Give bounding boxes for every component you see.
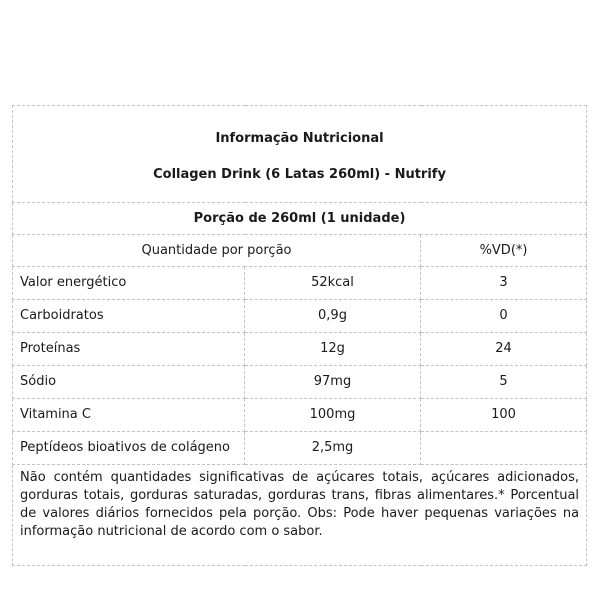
nutrient-name: Vitamina C [13,399,245,432]
table-row [13,300,587,333]
nutrient-amount: 0,9g [245,300,421,333]
nutrition-table [12,105,587,566]
title-cell [13,106,587,203]
nutrient-amount: 100mg [245,399,421,432]
nutrient-amount: 2,5mg [245,432,421,465]
header-vd: %VD(*) [421,235,587,267]
nutrient-vd [421,432,587,465]
table-title: Informação Nutricional [215,131,384,146]
table-row [13,366,587,399]
footnote: Não contém quantidades significativas de açúcares totais, açúcares adicionados, gorduras totais, gorduras saturadas, gorduras trans, fibras alimentares.* Porcentual de valores diários fornecidos pela porção. Obs: Pode haver pequenas variações na informação nutricional de acordo com o sabor. [13,465,587,566]
nutrient-amount: 12g [245,333,421,366]
nutrient-name: Valor energético [13,267,245,300]
nutrient-vd: 100 [421,399,587,432]
nutrient-amount: 52kcal [245,267,421,300]
nutrient-name: Carboidratos [13,300,245,333]
table-row [13,333,587,366]
nutrient-vd: 3 [421,267,587,300]
product-name: Collagen Drink (6 Latas 260ml) - Nutrify [153,167,446,182]
nutrient-vd: 24 [421,333,587,366]
table-row [13,267,587,300]
table-row [13,399,587,432]
nutrient-name: Peptídeos bioativos de colágeno [13,432,245,465]
nutrient-vd: 5 [421,366,587,399]
portion-size: Porção de 260ml (1 unidade) [13,203,587,235]
header-quantity: Quantidade por porção [13,235,421,267]
nutrient-name: Proteínas [13,333,245,366]
table-row [13,432,587,465]
nutrient-name: Sódio [13,366,245,399]
nutrition-facts-panel [12,105,586,566]
nutrient-vd: 0 [421,300,587,333]
nutrient-amount: 97mg [245,366,421,399]
